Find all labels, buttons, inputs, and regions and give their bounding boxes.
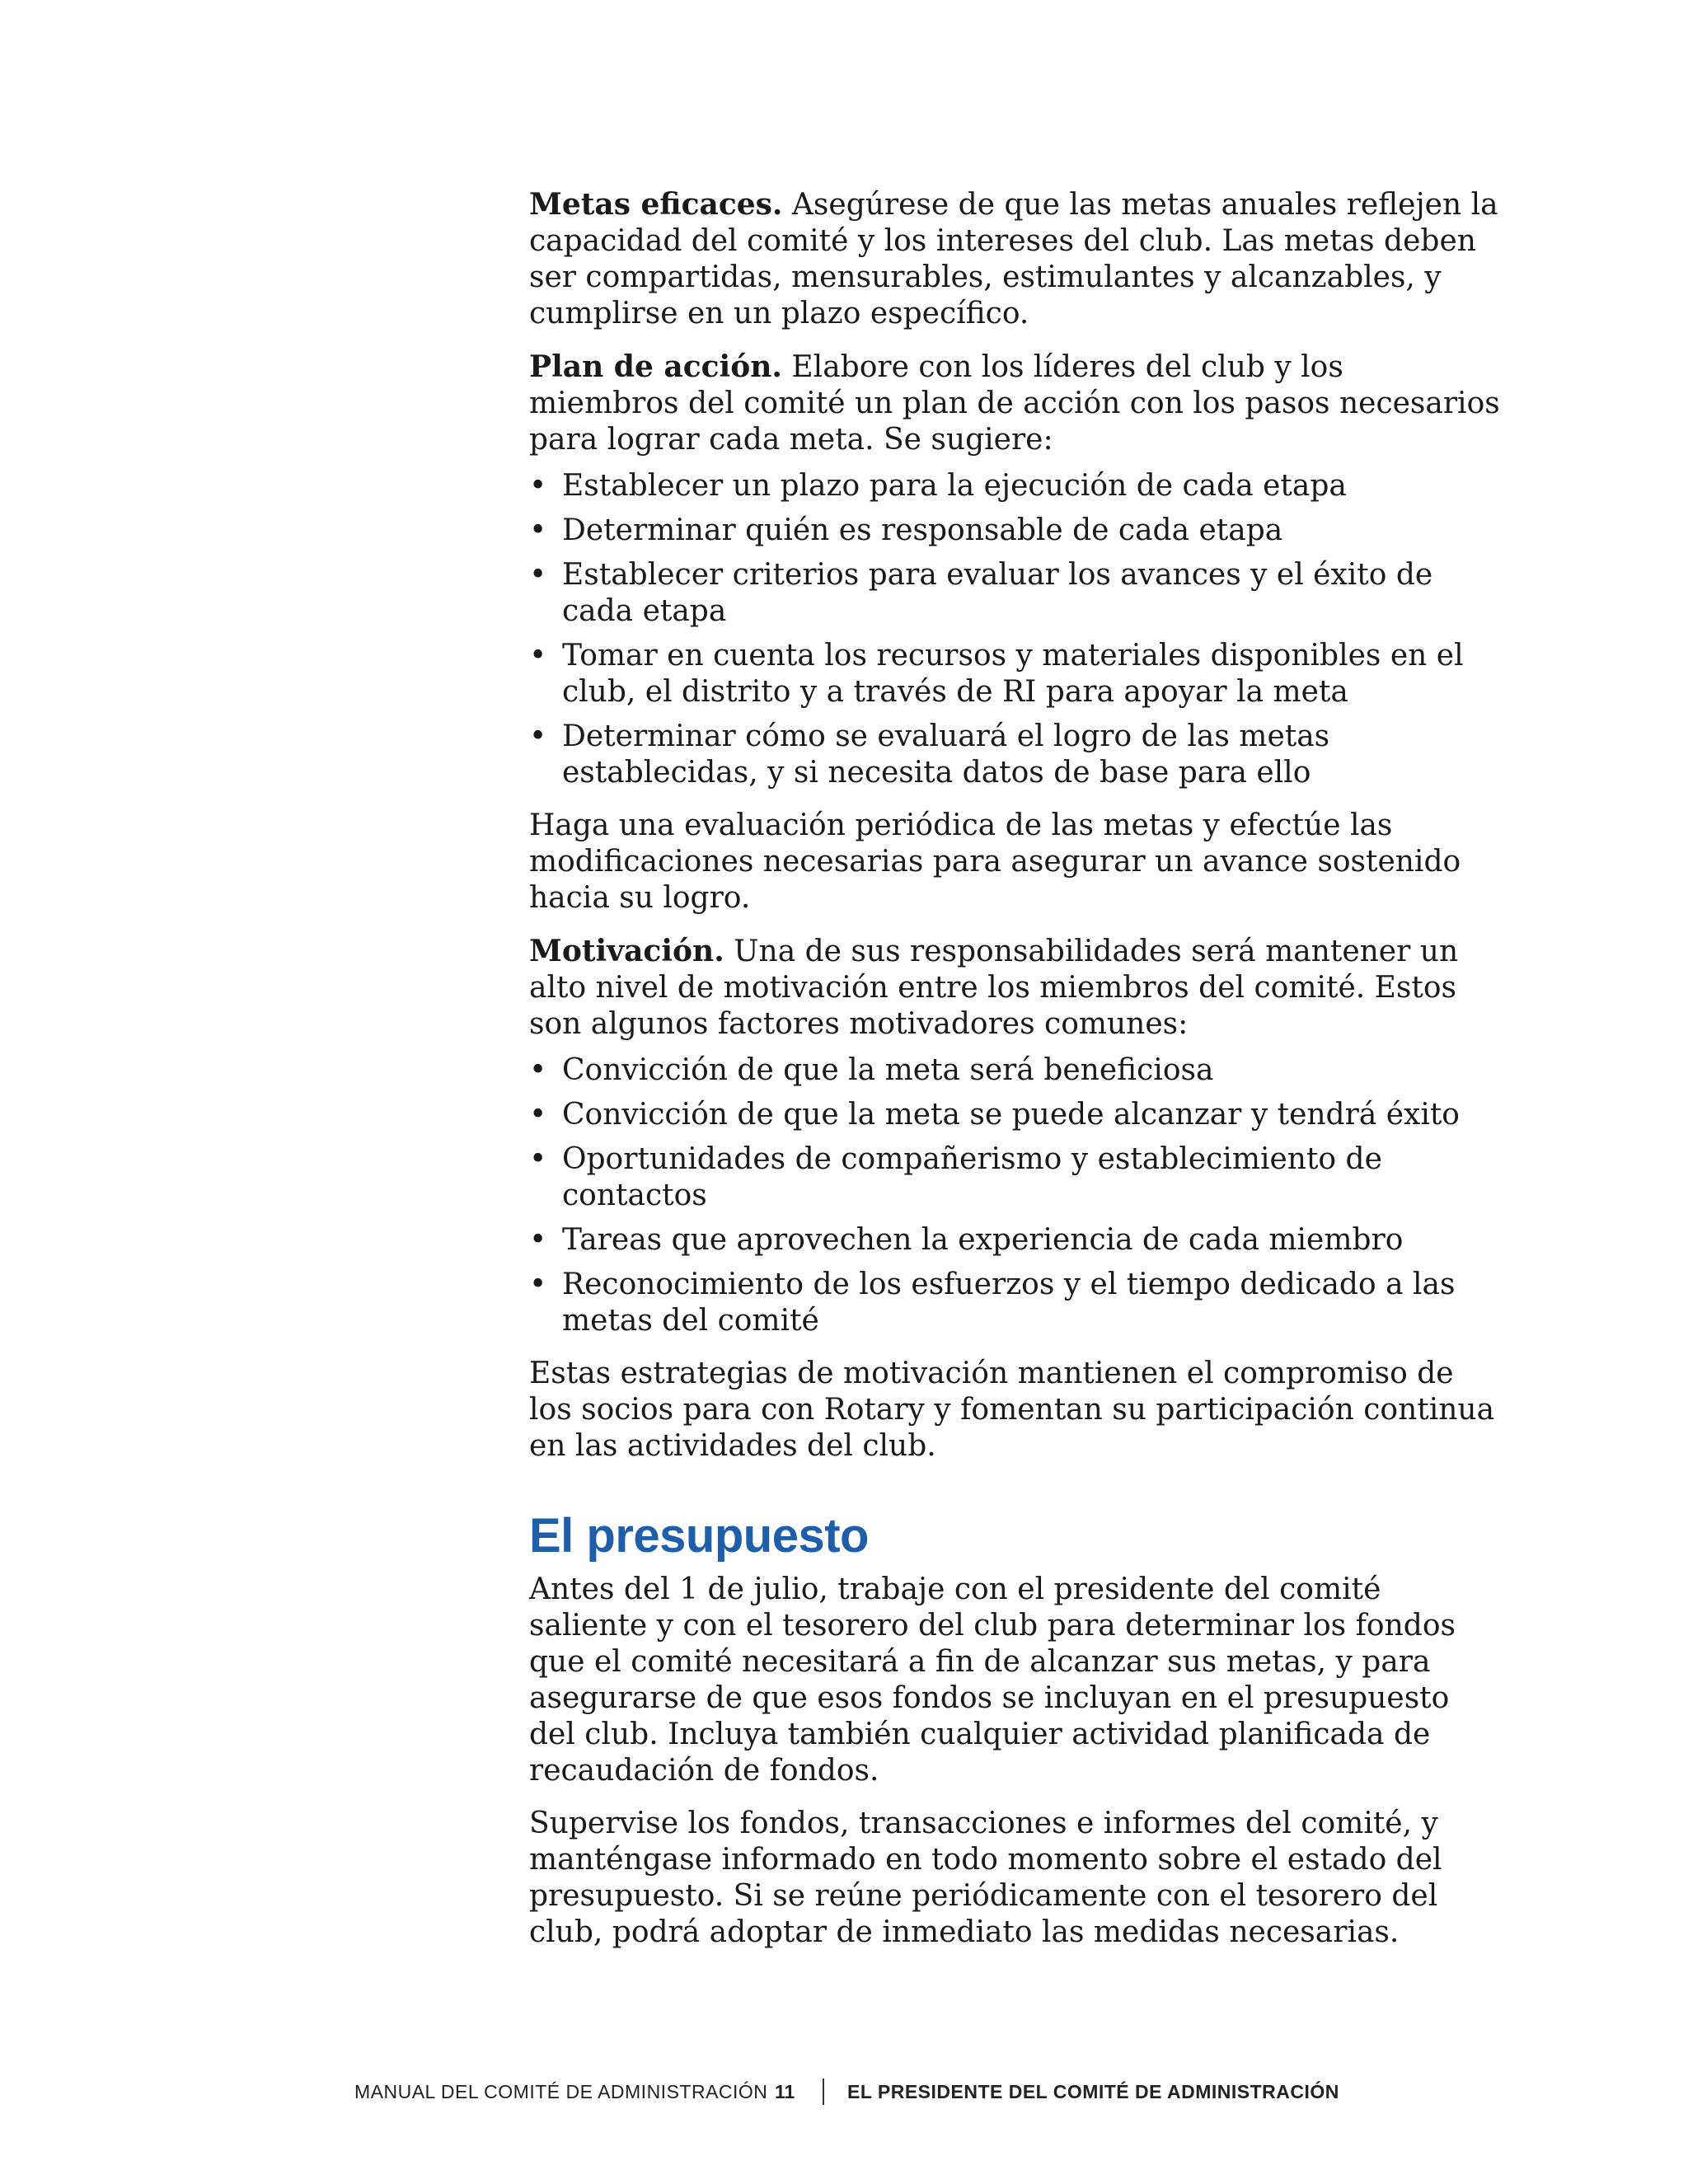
bullet-icon: •	[529, 513, 547, 547]
list-item	[529, 1097, 1502, 1133]
list-item-text: Establecer un plazo para la ejecución de cada etapa	[562, 469, 1347, 503]
motivation-list	[529, 1052, 1502, 1339]
action-plan-text: Elabore con los líderes del club y los miembros del comité un plan de acción con los pasos necesarios para lograr cada meta. Se sugiere:	[529, 350, 1500, 457]
list-item-text: Convicción de que la meta será beneficiosa	[562, 1053, 1214, 1087]
bullet-icon: •	[529, 469, 547, 503]
list-item	[529, 1222, 1502, 1258]
bullet-icon: •	[529, 1268, 547, 1301]
goals-paragraph	[529, 186, 1502, 332]
bullet-icon: •	[529, 1223, 547, 1257]
list-item	[529, 513, 1502, 549]
list-item	[529, 468, 1502, 504]
goals-text: Asegúrese de que las metas anuales reflejen la capacidad del comité y los intereses del club. Las metas deben ser compartidas, mensurables, estimulantes y alcanzables, y cumplirse en un plazo específico.	[529, 188, 1498, 330]
list-item-text: Oportunidades de compañerismo y establecimiento de contactos	[562, 1142, 1382, 1212]
list-item	[529, 638, 1502, 710]
budget-heading: El presupuesto	[529, 1509, 869, 1563]
footer-page-number: 11	[775, 2081, 795, 2102]
footer-chapter-title: EL PRESIDENTE DEL COMITÉ DE ADMINISTRACIÓN	[847, 2081, 1339, 2102]
footer-divider	[823, 2079, 824, 2105]
footer-manual-title: MANUAL DEL COMITÉ DE ADMINISTRACIÓN	[354, 2081, 768, 2102]
bullet-icon: •	[529, 1053, 547, 1087]
list-item	[529, 719, 1502, 791]
bullet-icon: •	[529, 639, 547, 673]
motivation-lead: Motivación.	[529, 934, 724, 968]
page-content	[529, 186, 1502, 1967]
list-item	[529, 1141, 1502, 1214]
bullet-icon: •	[529, 558, 547, 592]
list-item-text: Establecer criterios para evaluar los avances y el éxito de cada etapa	[562, 558, 1433, 628]
list-item-text: Determinar cómo se evaluará el logro de las metas establecidas, y si necesita datos de base para ello	[562, 719, 1330, 790]
bullet-icon: •	[529, 1142, 547, 1176]
budget-paragraph-2: Supervise los fondos, transacciones e informes del comité, y manténgase informado en todo momento sobre el estado del presupuesto. Si se reúne periódicamente con el tesorero del club, podrá adoptar de inmediato las medidas necesarias.	[529, 1807, 1442, 1949]
list-item	[529, 1267, 1502, 1339]
motivation-closing: Estas estrategias de motivación mantienen el compromiso de los socios para con Rotary y fomentan su participación continua en las actividades del club.	[529, 1357, 1495, 1463]
list-item-text: Tareas que aprovechen la experiencia de cada miembro	[562, 1223, 1404, 1257]
list-item-text: Reconocimiento de los esfuerzos y el tiempo dedicado a las metas del comité	[562, 1268, 1456, 1338]
motivation-text: Una de sus responsabilidades será mantener un alto nivel de motivación entre los miembros del comité. Estos son algunos factores motivadores comunes:	[529, 935, 1459, 1041]
list-item-text: Determinar quién es responsable de cada etapa	[562, 513, 1283, 547]
goals-lead: Metas eficaces.	[529, 187, 783, 222]
bullet-icon: •	[529, 1098, 547, 1132]
list-item	[529, 1052, 1502, 1089]
page-footer	[0, 2075, 1688, 2108]
action-plan-paragraph	[529, 349, 1502, 458]
action-plan-lead: Plan de acción.	[529, 349, 782, 384]
budget-paragraph-1: Antes del 1 de julio, trabaje con el presidente del comité saliente y con el tesorero del club para determinar los fondos que el comité necesitará a fin de alcanzar sus metas, y para asegurarse de que esos fondos se incluyan en el presupuesto del club. Incluya también cualquier actividad planificada de recaudación de fondos.	[529, 1572, 1456, 1788]
motivation-paragraph	[529, 933, 1502, 1043]
list-item-text: Convicción de que la meta se puede alcanzar y tendrá éxito	[562, 1098, 1460, 1132]
bullet-icon: •	[529, 719, 547, 753]
action-plan-list	[529, 468, 1502, 791]
list-item-text: Tomar en cuenta los recursos y materiales disponibles en el club, el distrito y a través de RI para apoyar la meta	[562, 639, 1464, 709]
list-item	[529, 557, 1502, 630]
action-plan-closing: Haga una evaluación periódica de las metas y efectúe las modificaciones necesarias para asegurar un avance sostenido hacia su logro.	[529, 808, 1461, 915]
